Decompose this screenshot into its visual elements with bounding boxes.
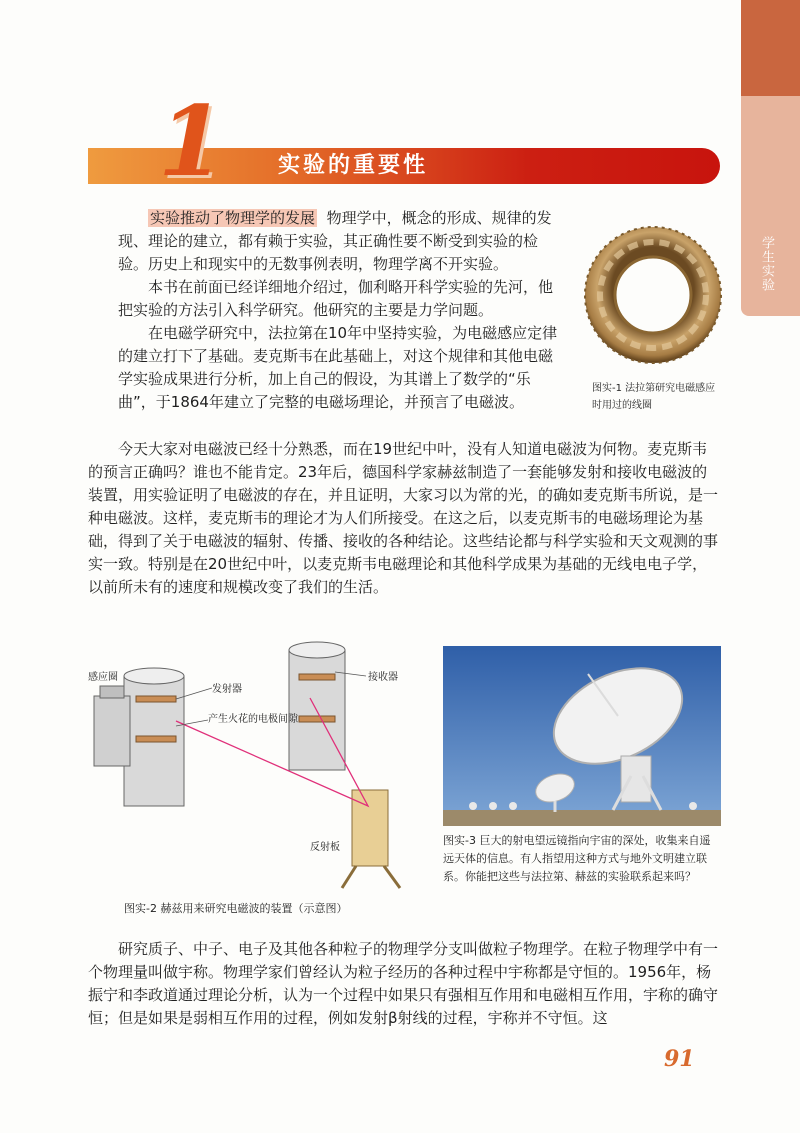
induction-coil-box <box>94 696 130 766</box>
hertz-diagram-svg <box>84 636 434 894</box>
label-spark-gap: 产生火花的电极间隙 <box>208 714 298 725</box>
paragraph-4: 今天大家对电磁波已经十分熟悉，而在19世纪中叶，没有人知道电磁波为何物。麦克斯韦的预言正确吗？谁也不能肯定。23年后，德国科学家赫兹制造了一套能够发射和接收电磁波的装置，用实验证明了电磁波的存在，并且证明，大家习以为常的光，的确如麦克斯韦所说，是一种电磁波。这样，麦克斯韦的理论才为人们所接受。在这之后，以麦克斯韦的电磁场理论为基础，得到了关于电磁波的辐射、传播、接收的各种结论。这些结论都与科学实验和天文观测的事实一致。特别是在20世纪中叶，以麦克斯韦电磁理论和其他科学成果为基础的无线电电子学，以前所未有的速度和规模改变了我们的生活。 <box>88 440 719 596</box>
paragraph-3: 在电磁学研究中，法拉第在10年中坚持实验，为电磁感应定律的建立打下了基础。麦克斯韦在此基础上，对这个规律和其他电磁学实验成果进行分析，加上自己的假设，为其谱上了数学的“乐曲”，于1864年建立了完整的电磁场理论，并预言了电磁波。 <box>118 324 558 411</box>
paragraph-5: 研究质子、中子、电子及其他各种粒子的物理学分支叫做粒子物理学。在粒子物理学中有一个物理量叫做宇称。物理学家们曾经认为粒子经历的各种过程中宇称都是守恒的。1956年，杨振宁和李政道通过理论分析，认为一个过程中如果只有强相互作用和电磁相互作用，宇称的确守恒；但是如果是弱相互作用的过程，例如发射β射线的过程，宇称并不守恒。这 <box>88 940 719 1027</box>
coil-photo-svg <box>578 220 728 370</box>
label-receiver: 接收器 <box>368 672 398 683</box>
figure-1-caption: 图实-1 法拉第研究电磁感应时用过的线圈 <box>592 383 716 411</box>
figure-3-caption: 图实-3 巨大的射电望远镜指向宇宙的深处，收集来自遥远天体的信息。有人指望用这种方式与地外文明建立联系。你能把这些与法拉第、赫兹的实验联系起来吗？ <box>443 834 711 883</box>
label-transmitter: 发射器 <box>212 684 242 695</box>
side-tab-top <box>741 0 800 96</box>
radio-telescope-photo <box>443 646 721 826</box>
chapter-number: 1 <box>158 85 225 198</box>
page-number: 91 <box>664 1046 695 1072</box>
label-induction-coil: 感应圈 <box>88 672 118 683</box>
paragraph-1 <box>118 207 558 276</box>
paragraph-5-block <box>88 938 720 1030</box>
intro-column <box>118 207 558 414</box>
radio-telescope-svg <box>443 646 721 826</box>
side-tab-label: 学生实验 <box>759 236 774 292</box>
paragraph-1-text: 物理学中，概念的形成、规律的发现、理论的建立，都有赖于实验，其正确性要不断受到实验的检验。历史上和现实中的无数事例表明，物理学离不开实验。 <box>118 209 552 273</box>
chapter-title: 实验的重要性 <box>278 153 429 178</box>
paragraph-2: 本书在前面已经详细地介绍过，伽利略开科学实验的先河，他把实验的方法引入科学研究。他研究的主要是力学问题。 <box>118 278 554 319</box>
lead-phrase: 实验推动了物理学的发展 <box>150 209 316 227</box>
paragraph-4-block <box>88 438 720 599</box>
figure-2-caption: 图实-2 赫兹用来研究电磁波的装置（示意图） <box>124 902 348 915</box>
hertz-apparatus-diagram <box>84 636 434 894</box>
label-reflector: 反射板 <box>310 842 340 853</box>
coil-photo <box>578 220 728 370</box>
